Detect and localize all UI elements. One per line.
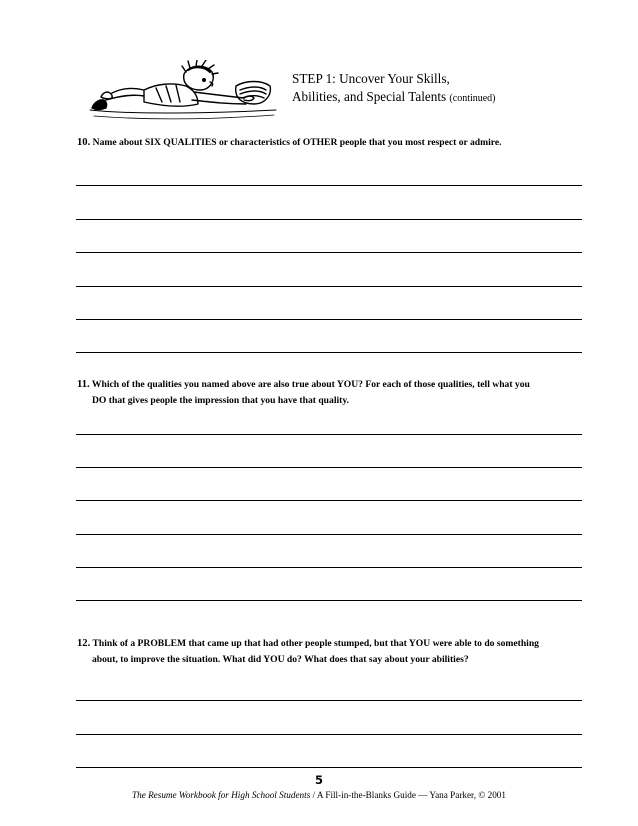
answer-line-q12-1[interactable] — [76, 700, 582, 701]
answer-line-q11-1[interactable] — [76, 434, 582, 435]
answer-line-q10-4[interactable] — [76, 286, 582, 287]
question-text-line2: DO that gives people the impression that you have that quality. — [92, 395, 350, 406]
answer-line-q11-2[interactable] — [76, 467, 582, 468]
book-title: The Resume Workbook for High School Students — [131, 790, 311, 800]
answer-line-q11-4[interactable] — [76, 534, 582, 535]
question-text-line2: about, to improve the situation. What did YOU do? What does that say about your abilities? — [92, 654, 469, 665]
answer-line-q11-3[interactable] — [76, 500, 582, 501]
answer-line-q12-2[interactable] — [76, 734, 582, 735]
answer-line-q10-2[interactable] — [76, 219, 582, 220]
answer-line-q10-3[interactable] — [76, 252, 582, 253]
continued-note: (continued) — [449, 93, 496, 104]
step-heading — [292, 70, 496, 108]
question-text: Name about SIX QUALITIES or characteristics of OTHER people that you most respect or admire. — [92, 137, 502, 148]
question-12 — [77, 636, 597, 668]
step-heading-line2 — [292, 88, 496, 108]
question-number: 11. — [77, 379, 90, 390]
question-number: 10. — [77, 137, 91, 148]
answer-line-q10-1[interactable] — [76, 185, 582, 186]
question-number: 12. — [77, 638, 91, 649]
question-10 — [77, 135, 502, 151]
answer-line-q12-3[interactable] — [76, 767, 582, 768]
footer-credit-text: / A Fill-in-the-Blanks Guide — Yana Parker, © 2001 — [310, 790, 506, 800]
question-text-line1: Which of the qualities you named above are also true about YOU? For each of those qualities, tell what you — [91, 379, 530, 390]
footer-credit — [0, 790, 638, 800]
answer-line-q10-5[interactable] — [76, 319, 582, 320]
answer-line-q10-6[interactable] — [76, 352, 582, 353]
question-text-line1: Think of a PROBLEM that came up that had other people stumped, but that YOU were able to do something — [92, 638, 539, 649]
answer-line-q11-6[interactable] — [76, 600, 582, 601]
page-number: 5 — [314, 773, 323, 787]
question-11 — [77, 377, 597, 409]
person-reading-prone-icon — [86, 60, 286, 126]
answer-line-q11-5[interactable] — [76, 567, 582, 568]
step-heading-line2-text: Abilities, and Special Talents — [292, 89, 447, 104]
step-heading-line1: STEP 1: Uncover Your Skills, — [292, 71, 450, 86]
